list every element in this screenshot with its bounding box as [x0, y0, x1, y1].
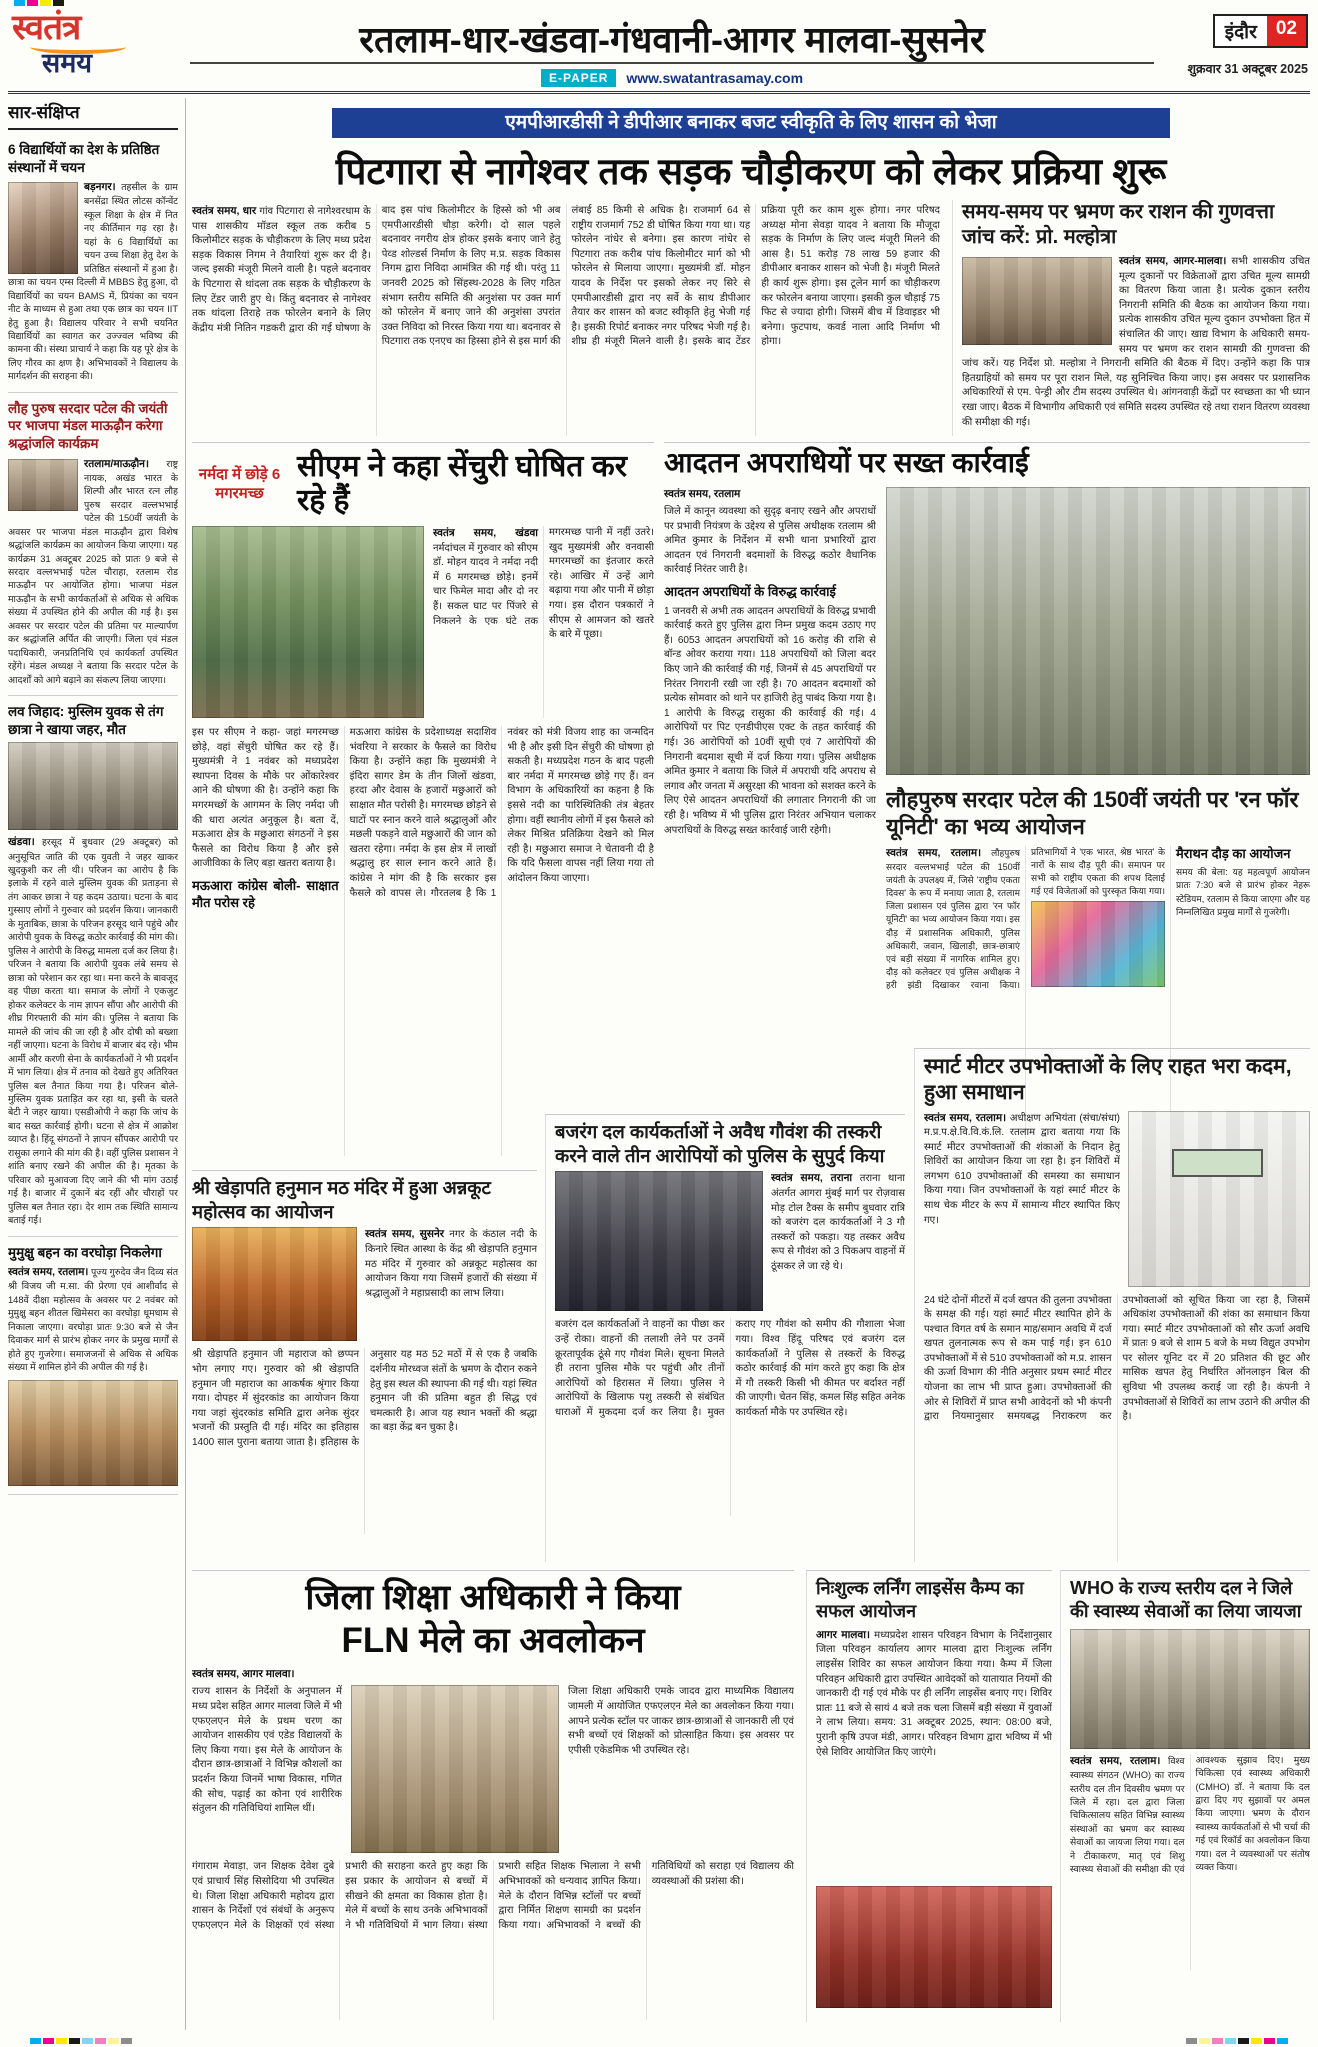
brief-students-selection: [8, 134, 178, 393]
article-fln-mela: [192, 1570, 794, 2022]
brief-byline: रतलाम/माऊढ़ौन।: [84, 457, 149, 470]
brief-body: रतलाम/माऊढ़ौन। राष्ट्र नायक, अखंड भारत के शिल्पी और भारत रत्न लौह पुरुष सरदार वल्लभभाई पटेल की 150वीं जयंती के अवसर पर भाजपा मंडल माऊढ़ौन द्वारा विशेष श्रद्धांजलि कार्यक्रम का आयोजन किया जाएगा। यह कार्यक्रम 31 अक्टूबर 2025 को प्रातः 9 बजे से सरदार वल्लभभाई पटेल चौराहा, रतलाम रोड माऊढ़ौन पर आयोजित होगा। भाजपा मंडल माऊढ़ौन के सभी कार्यकर्ताओं से अधिक से अधिक संख्या में उपस्थित होने की अपील की गई है। इस अवसर पर सरदार पटेल की प्रतिमा पर माल्यार्पण कर श्रद्धांजलि अर्पित की जाएगी। जिला एवं मंडल पदाधिकारी, जनप्रतिनिधि एवं कार्यकर्ता उपस्थित रहेंगे। मंडल अध्यक्ष ने बताया कि सरदार पटेल के आदर्शों को आगे बढ़ाने का संकल्प लिया जाएगा।: [8, 457, 178, 685]
cm-subhead: मऊआरा कांग्रेस बोली- साक्षात मौत परोस रहे: [192, 877, 339, 910]
article-who-visit: [1060, 1570, 1310, 2022]
brief-varghoda: [8, 1237, 178, 1495]
brief-patel-jayanti: [8, 393, 178, 696]
criminals-byline: स्वतंत्र समय, रतलाम: [664, 488, 741, 500]
lead-article-body: स्वतंत्र समय, धार गांव पिटगारा से नागेश्वरधाम के पास शासकीय मॉडल स्कूल तक करीब 5 किलोमीटर सड़क के चौड़ीकरण के लिए मध्य प्रदेश सड़क विकास निगम ने तैयारियां शुरू कर दी है। जल्द इसकी मंजूरी मिलने वाली है। पहले बदनावर के पिटगारा से थांदला तक सड़क के चौड़ीकरण के लिए टेंडर जारी हुए थे। किंतु बदनावर से नागेश्वर तक थांदला तिराहे तक फोरलेन बनाने के लिए केंद्रीय मंत्री नितिन गडकरी द्वारा की गई घोषणा के बाद इस पांच किलोमीटर के हिस्से को भी अब एमपीआरडीसी चौड़ा करेगी। दो साल पहले बदनावर नगरीय क्षेत्र होकर इसके बनाए जाने हेतु पेव्ड शोल्डर्स निर्माण के लिए म.प्र. सड़क विकास निगम द्वारा निविदा आमंत्रित की गई थी। परंतु 11 जनवरी 2025 को सिंहस्थ-2028 के लिए गठित संभाग स्तरीय समिति की अनुशंसा पर उक्त मार्ग को फोरलेन में बनाए जाने की अनुशंसा उपरांत उक्त निविदा को निरस्त किया गया था। बदनावर से पिटगारा तक एनएच का हिस्सा होने से इस मार्ग की लंबाई 85 किमी से अधिक है। राजमार्ग 64 से राष्ट्रीय राजमार्ग 752 डी घोषित किया गया था। यह फोरलेन नांधेर से बनेगा। इस कारण नांधेर से पिटगारा तक करीब पांच किलोमीटर मार्ग को भी फोरलेन से मिलाया जाएगा। मुख्यमंत्री डॉ. मोहन यादव के निर्देश पर इसको लेकर नए सिरे से एमपीआरडीसी द्वारा नए सर्वे के साथ डीपीआर तैयार कर शासन को बजट स्वीकृति हेतु भेजी गई है। इसकी रिपोर्ट बनाकर नगर परिषद भेजी गई है। शीघ्र ही मंजूरी मिलने वाली है। इसके बाद टेंडर प्रक्रिया पूरी कर काम शुरू होगा। नगर परिषद अध्यक्ष मोना सेवड़ा यादव ने बताया कि मौजूदा सड़क के निर्माण के लिए जल्द मंजूरी मिलने की आस है। 51 करोड़ 78 लाख 59 हजार की डीपीआर बनाकर शासन को भेजी है। मंजूरी मिलते ही कार्य शुरू होगा। इस टूलेन मार्ग का चौड़ीकरण कर फोरलेन बनाया जाएगा। इसकी कुल चौड़ाई 75 फिट से ज्यादा होगी। जिसमें बीच में डिवाइडर भी बनेगा। फुटपाथ, कवर्ड नाला आदि निर्माण भी होगा।: [192, 205, 940, 348]
article-cm-crocodile: [192, 442, 654, 1164]
photo-student-portrait: [8, 182, 78, 274]
fln-body-b: जिला शिक्षा अधिकारी एमके जादव द्वारा माध्यमिक विद्यालय जामली में आयोजित एफएलएन मेले का अवलोकन किया गया। आपने प्रत्येक स्टॉल पर जाकर छात्र-छात्राओं से जानकारी ली एवं सभी बच्चों एवं शिक्षकों को प्रोत्साहित किया। इस अवसर पर एपीसी एकेडमिक भी उपस्थित रहे।: [568, 1686, 794, 1756]
fln-photo-row: [192, 1685, 794, 1853]
cm-byline: स्वतंत्र समय, खंडवा: [433, 527, 538, 539]
bajrang-body-side: स्वतंत्र समय, तराना तराना थाना अंतर्गत आगरा मुंबई मार्ग पर रोज़वास मोड़ टोल टैक्स के समीप बुधवार रात्रि को बजरंग दल कार्यकर्ताओं ने 3 गौ तस्करों को पकड़ा। यह तस्कर अवैध रूप से गौवंश को 3 पिकअप वाहनों में ठूंसकर ले जा रहे थे।: [771, 1172, 905, 1272]
brief-body: स्वतंत्र समय, रतलाम। पूज्य गुरुदेव जैन दिव्य संत श्री विजय जी म.सा. की प्रेरणा एवं आशीर्वाद से 148वें दीक्षा महोत्सव के अवसर पर 2 नवंबर को मुमुक्षु बहन शीतल खिमेसरा का वरघोड़ा धूमधाम से निकाला जाएगा। वरघोड़ा प्रातः 9:30 बजे से जैन दिवाकर मार्ग से प्रारंभ होकर नगर के प्रमुख मार्गों से होते हुए गुजरेगा। समाजजनों से अधिक से अधिक संख्या में शामिल होने की अपील की गई है।: [8, 1266, 178, 1373]
website-link[interactable]: www.swatantrasamay.com: [626, 70, 804, 86]
article-smart-meter: [914, 1048, 1310, 1562]
photo-who-team: [1070, 1629, 1310, 1749]
who-headline: WHO के राज्य स्तरीय दल ने जिले की स्वास्थ्य सेवाओं का लिया जायजा: [1070, 1578, 1302, 1622]
bajrang-top-row: [555, 1171, 905, 1311]
brief-title: लौह पुरुष सरदार पटेल की जयंती पर भाजपा मंडल माऊढ़ौन करेगा श्रद्धांजलि कार्यक्रम: [8, 400, 168, 451]
cm-body-rest: इस पर सीएम ने कहा- जहां मगरमच्छ छोड़े, वहां सेंचुरी घोषित कर रहे हैं। मुख्यमंत्री ने 1 नवंबर को मध्यप्रदेश स्थापना दिवस के मौके पर ओंकारेश्वर आने की घोषणा की है। उन्होंने कहा कि मगरमच्छों के आगमन के लिए नर्मदा जी की धारा अत्यंत अनुकूल है। बता दें, मऊआरा क्षेत्र के मछुआरा संगठनों ने इस फैसले का विरोध किया है और इसे आजीविका के लिए बड़ा खतरा बताया है। मऊआरा कांग्रेस बोली- साक्षात मौत परोस रहे मऊआरा कांग्रेस के प्रदेशाध्यक्ष सदाशिव भंवरिया ने सरकार के फैसले का विरोध किया है। उन्होंने कहा कि मुख्यमंत्री ने इंदिरा सागर डेम के तीन जिलों खंडवा, हरदा और देवास के हजारों मछुआरों को साक्षात मौत परोसी है। मगरमच्छ छोड़ने से घाटों पर स्नान करने वाले श्रद्धालुओं और मछली पकड़ने वाले मछुआरों की जान को खतरा रहेगा। नर्मदा के इस क्षेत्र में लाखों श्रद्धालु हर साल स्नान करने आते हैं। कांग्रेस ने मांग की है कि सरकार इस फैसले को वापस ले। गौरतलब है कि 1 नवंबर को मंत्री विजय शाह का जन्मदिन भी है और इसी दिन सेंचुरी की घोषणा हो सकती है। मध्यप्रदेश गठन के बाद पहली बार नर्मदा में मगरमच्छ छोड़े गए हैं। वन विभाग के अधिकारियों का कहना है कि इससे नदी का पारिस्थितिकी तंत्र बेहतर होगा। वहीं स्थानीय लोगों में इस फैसले को लेकर मिश्रित प्रतिक्रिया देखने को मिल रही है। मछुआरा समाज ने चेतावनी दी है कि यदि फैसला वापस नहीं लिया गया तो आंदोलन किया जाएगा।: [192, 727, 654, 910]
brief-title: लव जिहाद: मुस्लिम युवक से तंग छात्रा ने खाया जहर, मौत: [8, 704, 164, 737]
edition-box: [1158, 14, 1308, 77]
criminals-headline: आदतन अपराधियों पर सख्त कार्रवाई: [664, 447, 1029, 478]
cm-red-label: नर्मदा में छोड़े 6 मगरमच्छ: [198, 465, 281, 502]
photo-police-criminals-parade: [886, 487, 1310, 775]
cm-headline: सीएम ने कहा सेंचुरी घोषित कर रहे हैं: [297, 450, 628, 517]
print-registration-marks-bottom-left: [30, 2038, 132, 2044]
smart-meter-body-side: स्वतंत्र समय, रतलाम। अधीक्षण अभियंता (संचा/संधा) म.प्र.प.क्षे.वि.वि.कं.लि. रतलाम द्वारा बताया गया कि स्मार्ट मीटर उपभोक्ताओं की शंकाओं के निदान हेतु शिविरों का आयोजन किया जा रहा है। इन शिविरों में लगभग 610 उपभोक्ताओं की समस्या का समाधान किया गया। जिन उपभोक्ताओं के यहां स्मार्ट मीटर के साथ चेक मीटर के रूप में सामान्य मीटर स्थापित किए गए।: [924, 1111, 1120, 1226]
photo-varghoda-procession: [8, 1380, 178, 1486]
lead-kicker-banner: एमपीआरडीसी ने डीपीआर बनाकर बजट स्वीकृति के लिए शासन को भेजा: [332, 108, 1170, 138]
newspaper-logo: [12, 10, 184, 88]
sidebar-briefs: [8, 98, 186, 2030]
who-byline: स्वतंत्र समय, रतलाम।: [1070, 1754, 1161, 1767]
article-ration-quality: [952, 200, 1310, 436]
edition-name: इंदौर: [1224, 22, 1257, 43]
ration-body: स्वतंत्र समय, आगर-मालवा। सभी शासकीय उचित मूल्य दुकानों पर विक्रेताओं द्वारा उचित मूल्य सामग्री का वितरण किया जाता है। प्रत्येक दुकान स्तरीय निगरानी समिति की बैठक का आयोजन किया गया। प्रत्येक शासकीय उचित मूल्य दुकान उपभोक्ता हित में संचालित की जाए। खाद्य विभाग के अधिकारी समय-समय पर भ्रमण कर राशन सामग्री की गुणवत्ता की जांच करें। यह निर्देश प्रो. मल्होत्रा ने निगरानी समिति की बैठक में दिए। उन्होंने कहा कि पात्र हितग्राहियों को समय पर पूरा राशन मिले, यह सुनिश्चित किया जाए। इस अवसर पर प्रशासनिक अधिकारियों से एम. पेन्ड्री और टीम सदस्य उपस्थित थे। आंगनवाड़ी केंद्रों पर स्वच्छता का भी ध्यान रखा जाए। बैठक में विभागीय अधिकारी एवं समिति सदस्य उपस्थित रहे तथा राशन वितरण व्यवस्था की समीक्षा की गई।: [962, 255, 1310, 428]
issue-date: शुक्रवार 31 अक्टूबर 2025: [1187, 62, 1308, 76]
fln-headline-line2: FLN मेले का अवलोकन: [341, 1620, 645, 1660]
masthead-header: [8, 6, 1310, 94]
license-body: आगर मालवा। मध्यप्रदेश शासन परिवहन विभाग के निर्देशानुसार जिला परिवहन कार्यालय आगर मालवा द्वारा निःशुल्क लर्निंग लाइसेंस शिविर का सफल आयोजन किया गया। कैम्प में जिला परिवहन अधिकारी द्वारा उपस्थित आवेदकों को यातायात नियमों की जानकारी दी गई एवं मौके पर ही लर्निंग लाइसेंस बनाए गए। शिविर प्रातः 11 बजे से सायं 4 बजे तक चला जिसमें बड़ी संख्या में युवाओं ने लाभ लिया। समय: 31 अक्टूबर 2025, स्थान: 08:00 बजे, पुरानी कृषि उपज मंडी, आगर। परिवहन विभाग द्वारा भविष्य में भी ऐसे शिविर आयोजित किए जाएंगे।: [816, 1628, 1052, 1758]
license-headline: निःशुल्क लर्निंग लाइसेंस कैम्प का सफल आयोजन: [816, 1578, 1024, 1622]
cm-title-row: [192, 448, 654, 520]
epaper-badge[interactable]: E-PAPER: [541, 69, 616, 87]
page-number: 02: [1267, 16, 1306, 46]
bajrang-byline: स्वतंत्र समय, तराना: [771, 1172, 853, 1185]
brief-byline: स्वतंत्र समय, रतलाम।: [8, 1266, 89, 1279]
ration-headline: समय-समय पर भ्रमण कर राशन की गुणवत्ता जांच करें: प्रो. मल्होत्रा: [962, 201, 1275, 248]
unity-subhead: मैराथन दौड़ का आयोजन: [1176, 845, 1291, 861]
smart-meter-screen: [1172, 1149, 1263, 1177]
photo-patel-event: [8, 459, 78, 511]
logo-swoosh-graphic: [30, 40, 126, 54]
brief-title: 6 विद्यार्थियों का देश के प्रतिष्ठित संस्थानों में चयन: [8, 142, 160, 175]
photo-license-camp-banner: [816, 1886, 1052, 2008]
license-byline: आगर मालवा।: [816, 1628, 870, 1641]
hanuman-headline: श्री खेड़ापति हनुमान मठ मंदिर में हुआ अन्नकूट महोत्सव का आयोजन: [192, 1177, 491, 1222]
unity-headline: लौहपुरुष सरदार पटेल की 150वीं जयंती पर 'रन फॉर यूनिटी' का भव्य आयोजन: [886, 787, 1299, 839]
cm-photo-row: [192, 526, 654, 718]
photo-cattle-truck: [555, 1171, 763, 1311]
brief-title: मुमुक्षु बहन का वरघोड़ा निकलेगा: [8, 1244, 162, 1260]
brief-love-jihad: [8, 696, 178, 1236]
fln-byline: स्वतंत्र समय, आगर मालवा।: [192, 1668, 295, 1681]
fln-body-rest: गंगाराम मेवाड़ा, जन शिक्षक देवेश दुबे एवं प्राचार्य सिंह सिसोदिया भी उपस्थित थे। जिला शिक्षा अधिकारी महोदय द्वारा शासन के निर्देशों एवं संबंधों के अनुरूप एफएलएन मेले के शिक्षकों एवं संस्था प्रभारी की सराहना करते हुए कहा कि इस प्रकार के आयोजन से बच्चों में सीखने की क्षमता का विकास होता है। मेले में बच्चों के साथ उनके अभिभावकों ने भी गतिविधियों में भाग लिया। संस्था प्रभारी सहित शिक्षक भिलाला ने सभी अभिभावकों को धन्यवाद ज्ञापित किया। मेले के दौरान विभिन्न स्टॉलों पर बच्चों द्वारा निर्मित शिक्षण सामग्री का प्रदर्शन किया गया। अभिभावकों ने बच्चों की गतिविधियों को सराहा एवं विद्यालय की व्यवस्थाओं की प्रशंसा की।: [192, 1861, 794, 1931]
unity-byline: स्वतंत्र समय, रतलाम।: [886, 846, 982, 859]
article-license-camp: [806, 1570, 1052, 2022]
masthead-subrow: [190, 62, 1154, 92]
photo-ration-meeting: [962, 257, 1112, 345]
logo-word-swatantra: स्वतंत्र: [12, 8, 81, 47]
cm-body-side: स्वतंत्र समय, खंडवा नर्मदांचल में गुरुवार को सीएम डॉ. मोहन यादव ने नर्मदा नदी में 6 मगरमच्छ छोड़े। इनमें चार फिमेल मादा और दो नर हैं। सकल घाट पर पिंजरे से निकलने के एक घंटे तक मगरमच्छ पानी में नहीं उतरे। खुद मुख्यमंत्री और वनवासी मगरमच्छों का इंतजार करते रहे। आखिर में उन्हें आगे बढ़ाया गया और पानी में छोड़ा गया। इस दौरान पत्रकारों ने सीएम से आमजन को खतरे के बारे में पूछा।: [433, 527, 654, 641]
criminals-subhead: आदतन अपराधियों के विरुद्ध कार्रवाई: [664, 583, 836, 599]
smart-meter-byline: स्वतंत्र समय, रतलाम।: [924, 1111, 1007, 1124]
lead-headline: पिटगारा से नागेश्वर तक सड़क चौड़ीकरण को लेकर प्रक्रिया शुरू: [335, 151, 1167, 192]
smart-meter-top-row: [924, 1111, 1310, 1287]
unity-body: स्वतंत्र समय, रतलाम। लौहपुरुष सरदार वल्लभभाई पटेल की 150वीं जयंती के उपलक्ष्य में, जिसे 'राष्ट्रीय एकता दिवस' के रूप में मनाया जाता है, रतलाम जिला प्रशासन एवं पुलिस द्वारा 'रन फॉर यूनिटी' का भव्य आयोजन किया गया। इस दौड़ में प्रशासनिक अधिकारी, पुलिस अधिकारी, जवान, खिलाड़ी, छात्र-छात्राएं एवं बड़ी संख्या में नागरिक शामिल हुए। दौड़ को कलेक्टर एवं पुलिस अधीक्षक ने हरी झंडी दिखाकर रवाना किया। प्रतिभागियों ने 'एक भारत, श्रेष्ठ भारत' के नारों के साथ दौड़ पूरी की। समापन पर सभी को राष्ट्रीय एकता की शपथ दिलाई गई एवं विजेताओं को पुरस्कृत किया गया। मैराथन दौड़ का आयोजन समय की बेला: यह महत्वपूर्ण आयोजन प्रातः 7:30 बजे से प्रारंभ होकर नेहरू स्टेडियम, रतलाम से किया जाएगा और यह निम्नलिखित प्रमुख मार्गों से गुजरेगी।: [886, 845, 1310, 991]
hanuman-byline: स्वतंत्र समय, सुसनेर: [365, 1228, 445, 1241]
article-bajrang-cattle: [545, 1114, 905, 1562]
photo-smart-meter-device: [1128, 1111, 1310, 1287]
sidebar-section-title: सार-संक्षिप्त: [8, 98, 178, 130]
fln-headline-line1: जिला शिक्षा अधिकारी ने किया: [305, 1578, 681, 1617]
criminals-body: जिले में कानून व्यवस्था को सुदृढ़ बनाए रखने और अपराधों पर प्रभावी नियंत्रण के उद्देश्य से पुलिस अधीक्षक रतलाम श्री अमित कुमार के निर्देशन में सभी थाना प्रभारियों द्वारा आदतन एवं निगरानी बदमाशों के विरुद्ध कठोर वैधानिक कार्रवाई निरंतर जारी है। आदतन अपराधियों के विरुद्ध कार्रवाई 1 जनवरी से अभी तक आदतन अपराधियों के विरुद्ध प्रभावी कार्रवाई करते हुए पुलिस द्वारा निम्न प्रमुख कदम उठाए गए हैं। 6053 आदतन अपराधियों को 16 करोड़ की राशि से बॉन्ड ओवर कराया गया। 118 अपराधियों को जिला बदर किए जाने की कार्रवाई की गई, जिनमें से 45 अपराधियों पर निरंतर निगरानी रखी जा रही है। 70 आदतन बदमाशों को प्रत्येक सोमवार को थाने पर हाजिरी हेतु पाबंद किया गया है। 1 आरोपी के विरुद्ध रासुका की कार्रवाई की गई। 4 आरोपियों पर पिट एनडीपीएस एक्ट के तहत कार्रवाई की गई। 36 आरोपियों को 10वीं सूची एवं 7 आरोपियों की निगरानी बदमाश सूची में दर्ज किया गया। पुलिस अधीक्षक अमित कुमार ने बताया कि जिले में अपराधी यदि अपराध से लगाव और जनता में असुरक्षा की भावना को सशक्त करने के लिए ऐसे आदतन अपराधियों की लगातार निगरानी की जा रही है। भविष्य में भी पुलिस द्वारा निरंतर अभियान चलाकर अपराधियों के विरुद्ध सख्त कार्रवाई जारी रहेगी।: [664, 506, 876, 836]
who-body: स्वतंत्र समय, रतलाम। विश्व स्वास्थ्य संगठन (WHO) का राज्य स्तरीय दल तीन दिवसीय भ्रमण पर जिले में रहा। दल द्वारा जिला चिकित्सालय सहित विभिन्न स्वास्थ्य संस्थाओं का भ्रमण कर स्वास्थ्य सेवाओं का जायजा लिया गया। दल ने टीकाकरण, मातृ एवं शिशु स्वास्थ्य सेवाओं की समीक्षा की एवं आवश्यक सुझाव दिए। मुख्य चिकित्सा एवं स्वास्थ्य अधिकारी (CMHO) डॉ. ने बताया कि दल द्वारा दिए गए सुझावों पर अमल किया जाएगा। भ्रमण के दौरान स्वास्थ्य कार्यकर्ताओं से भी चर्चा की गई एवं रिकॉर्ड का अवलोकन किया गया। दल ने व्यवस्थाओं पर संतोष व्यक्त किया।: [1070, 1754, 1310, 1875]
photo-unity-runners: [1031, 901, 1165, 987]
brief-byline: खंडवा।: [8, 836, 35, 849]
photo-fln-mela: [351, 1685, 559, 1853]
photo-protest-crowd: [8, 742, 178, 830]
fln-body-a: राज्य शासन के निर्देशों के अनुपालन में मध्य प्रदेश सहित आगर मालवा जिले में भी एफएलएन मेले के प्रथम चरण का आयोजन शासकीय एवं एडेड विद्यालयों के लिए किया गया। इस मेले के आयोजन के दौरान छात्र-छात्राओं ने विभिन्न कौशलों का प्रदर्शन किया जिनमें भाषा विकास, गणित की सोच, पढ़ाई का कोना एवं शारीरिक संतुलन की गतिविधियां शामिल थीं।: [192, 1686, 342, 1815]
bajrang-headline: बजरंग दल कार्यकर्ताओं ने अवैध गौवंश की तस्करी करने वाले तीन आरोपियों को पुलिस के सुपुर्द किया: [555, 1121, 885, 1166]
smart-meter-headline: स्मार्ट मीटर उपभोक्ताओं के लिए राहत भरा कदम, हुआ समाधान: [924, 1055, 1292, 1105]
article-hanuman-annakut: [192, 1170, 537, 1562]
article-habitual-criminals: [664, 442, 1310, 1144]
brief-byline: बड़नगर।: [84, 181, 116, 194]
main-content: [192, 98, 1310, 2030]
brief-body: बड़नगर। तहसील के ग्राम बनसेंद्रा स्थित लोटस कॉन्वेंट स्कूल शिक्षा के क्षेत्र में नित नए कीर्तिमान गढ़ रहा है। यहां के 6 विद्यार्थियों का चयन उच्च शिक्षा हेतु देश के प्रतिष्ठित संस्थानों में हुआ है। छात्रा का चयन एम्स दिल्ली में MBBS हेतु हुआ, दो विद्यार्थियों का चयन BAMS में, प्रियंका का चयन नीट के माध्यम से हुआ तथा एक छात्र का चयन IIT हेतु हुआ है। विद्यालय परिवार ने सभी चयनित विद्यार्थियों का स्वागत कर उज्ज्वल भविष्य की कामना की। संस्था प्राचार्य ने कहा कि यह पूरे क्षेत्र के लिए गौरव का क्षण है। अभिभावकों ने विद्यालय के मार्गदर्शन की सराहना की।: [8, 181, 178, 382]
photo-cm-crocodile-release: [192, 526, 424, 718]
photo-hanuman-temple: [192, 1227, 357, 1341]
logo-word-samay: समय: [42, 47, 93, 78]
hanuman-body-rest: श्री खेड़ापति हनुमान जी महाराज को छप्पन भोग लगाए गए। गुरुवार को श्री खेड़ापति हनुमान जी महाराज का आकर्षक श्रृंगार किया गया। दोपहर में सुंदरकांड का आयोजन किया गया जहां सुंदरकांड समिति द्वारा अनेक सुंदर भजनों की प्रस्तुति दी गई। मंदिर का इतिहास 1400 साल पुराना बताया जाता है। इतिहास के अनुसार यह मठ 52 मठों में से एक है जबकि दर्शनीय मोरध्वज संतों के भ्रमण के दौरान रुकने हेतु इस स्थल की स्थापना की गई थी। यहां स्थित हनुमान जी की प्रतिमा बहुत ही सिद्ध एवं चमत्कारी है। आज यह स्थान भक्तों की श्रद्धा का बड़ा केंद्र बन चुका है।: [192, 1349, 537, 1448]
smart-meter-body-rest: 24 घंटे दोनों मीटरों में दर्ज खपत की तुलना उपभोक्ता के समक्ष की गई। यहां स्मार्ट मीटर स्थापित होने के पश्चात विगत वर्ष के समान माह/समान अवधि में दर्ज खपत तुलनात्मक रूप से कम पाई गई। इन 610 उपभोक्ताओं में से 510 उपभोक्ताओं को म.प्र. शासन की ऊर्जा विभाग की नीति अनुसार प्रथम स्मार्ट मीटर योजना का लाभ भी प्राप्त हुआ। उपभोक्ताओं की ओर से शिविरों में प्राप्त सभी आवेदनों को भी कंपनी द्वारा नियमानुसार समयबद्ध निराकरण कर उपभोक्ताओं को सूचित किया जा रहा है, जिसमें अधिकांश उपभोक्ताओं की शंका का समाधान किया गया। स्मार्ट मीटर उपभोक्ताओं को सौर ऊर्जा अवधि में प्रातः 9 बजे से शाम 5 बजे के मध्य विद्युत उपभोग पर सोलर यूनिट दर में 20 प्रतिशत की छूट और मासिक खपत हेतु निर्धारित ऑनलाइन बिल की सुविधा भी उपलब्ध कराई जा रही है। कंपनी ने उपभोक्ताओं से शिविरों का लाभ उठाने की अपील की है।: [924, 1294, 1310, 1423]
bajrang-body-rest: बजरंग दल कार्यकर्ताओं ने वाहनों का पीछा कर उन्हें रोका। वाहनों की तलाशी लेने पर उनमें क्रूरतापूर्वक ठूंसे गए गौवंश मिले। सूचना मिलते ही तराना पुलिस मौके पर पहुंची और तीनों आरोपियों को हिरासत में लिया। पुलिस ने आरोपियों के खिलाफ पशु तस्करी से संबंधित धाराओं में मुकदमा दर्ज कर लिया है। मुक्त कराए गए गौवंश को समीप की गौशाला भेजा गया। विश्व हिंदू परिषद एवं बजरंग दल कार्यकर्ताओं ने पुलिस से तस्करों के विरुद्ध कठोर कार्रवाई की मांग करते हुए कहा कि क्षेत्र में गौ तस्करी किसी भी कीमत पर बर्दाश्त नहीं की जाएगी। चेतन सिंह, कमल सिंह सहित अनेक कार्यकर्ता मौके पर उपस्थित रहे।: [555, 1319, 905, 1418]
ration-byline: स्वतंत्र समय, आगर-मालवा।: [1119, 255, 1227, 267]
masthead-title: रतलाम-धार-खंडवा-गंधवानी-आगर मालवा-सुसनेर: [359, 19, 985, 60]
print-registration-marks-bottom-right: [1186, 2038, 1288, 2044]
brief-body: खंडवा। हरसूद में बुधवार (29 अक्टूबर) को अनुसूचित जाति की एक युवती ने जहर खाकर खुदकुशी कर ली थी। परिजन का आरोप है कि इलाके में रहने वाले मुस्लिम युवक की प्रताड़ना से तंग आकर छात्रा ने यह कदम उठाया। घटना के बाद गुस्साए लोगों ने गुरुवार को प्रदर्शन किया। जानकारी के मुताबिक, छात्रा के परिजन हरसूद थाने पहुंचे और आरोपी युवक के विरुद्ध कठोर कार्रवाई की मांग की। पुलिस ने आरोपी के विरुद्ध मामला दर्ज कर लिया है। परिजन ने बताया कि आरोपी युवक लंबे समय से छात्रा को परेशान कर रहा था। मना करने के बावजूद वह पीछा करता था। समाज के लोगों ने एकजुट होकर कलेक्टर के नाम ज्ञापन सौंपा और आरोपी की शीघ्र गिरफ्तारी की मांग की। पुलिस ने बताया कि मामले की जांच की जा रही है और दोषी को बख्शा नहीं जाएगा। घटना के विरोध में बाजार बंद रहे। भीम आर्मी और करणी सेना के कार्यकर्ताओं ने भी प्रदर्शन में भाग लिया। क्षेत्र में तनाव को देखते हुए अतिरिक्त पुलिस बल तैनात किया गया है। परिजन बोले- मुस्लिम युवक प्रताड़ित कर रहा था, इसी के चलते बेटी ने जहर खाया। एसडीओपी ने कहा कि जांच के बाद सख्त कार्रवाई होगी। घटना से क्षेत्र में आक्रोश व्याप्त है। हिंदू संगठनों ने ज्ञापन सौंपकर आरोपी पर रासुका लगाने की मांग की है। वहीं पुलिस प्रशासन ने शांति बनाए रखने की अपील की है। मृतका के परिवार को मुआवजा दिए जाने की भी मांग उठाई गई है। बाजार में दुकानें बंद रहीं और चौराहों पर पुलिस बल तैनात रहा। देर शाम तक स्थिति सामान्य बताई गई।: [8, 836, 178, 1226]
lead-byline: स्वतंत्र समय, धार: [192, 205, 257, 217]
hanuman-top-row: [192, 1227, 537, 1341]
hanuman-body-side: स्वतंत्र समय, सुसनेर नगर के कंठाल नदी के किनारे स्थित आस्था के केंद्र श्री खेड़ापति हनुमान मठ मंदिर में गुरुवार को अन्नकूट महोत्सव का आयोजन किया गया जिसमें हजारों की संख्या में श्रद्धालुओं ने महाप्रसादी का लाभ लिया।: [365, 1228, 537, 1299]
